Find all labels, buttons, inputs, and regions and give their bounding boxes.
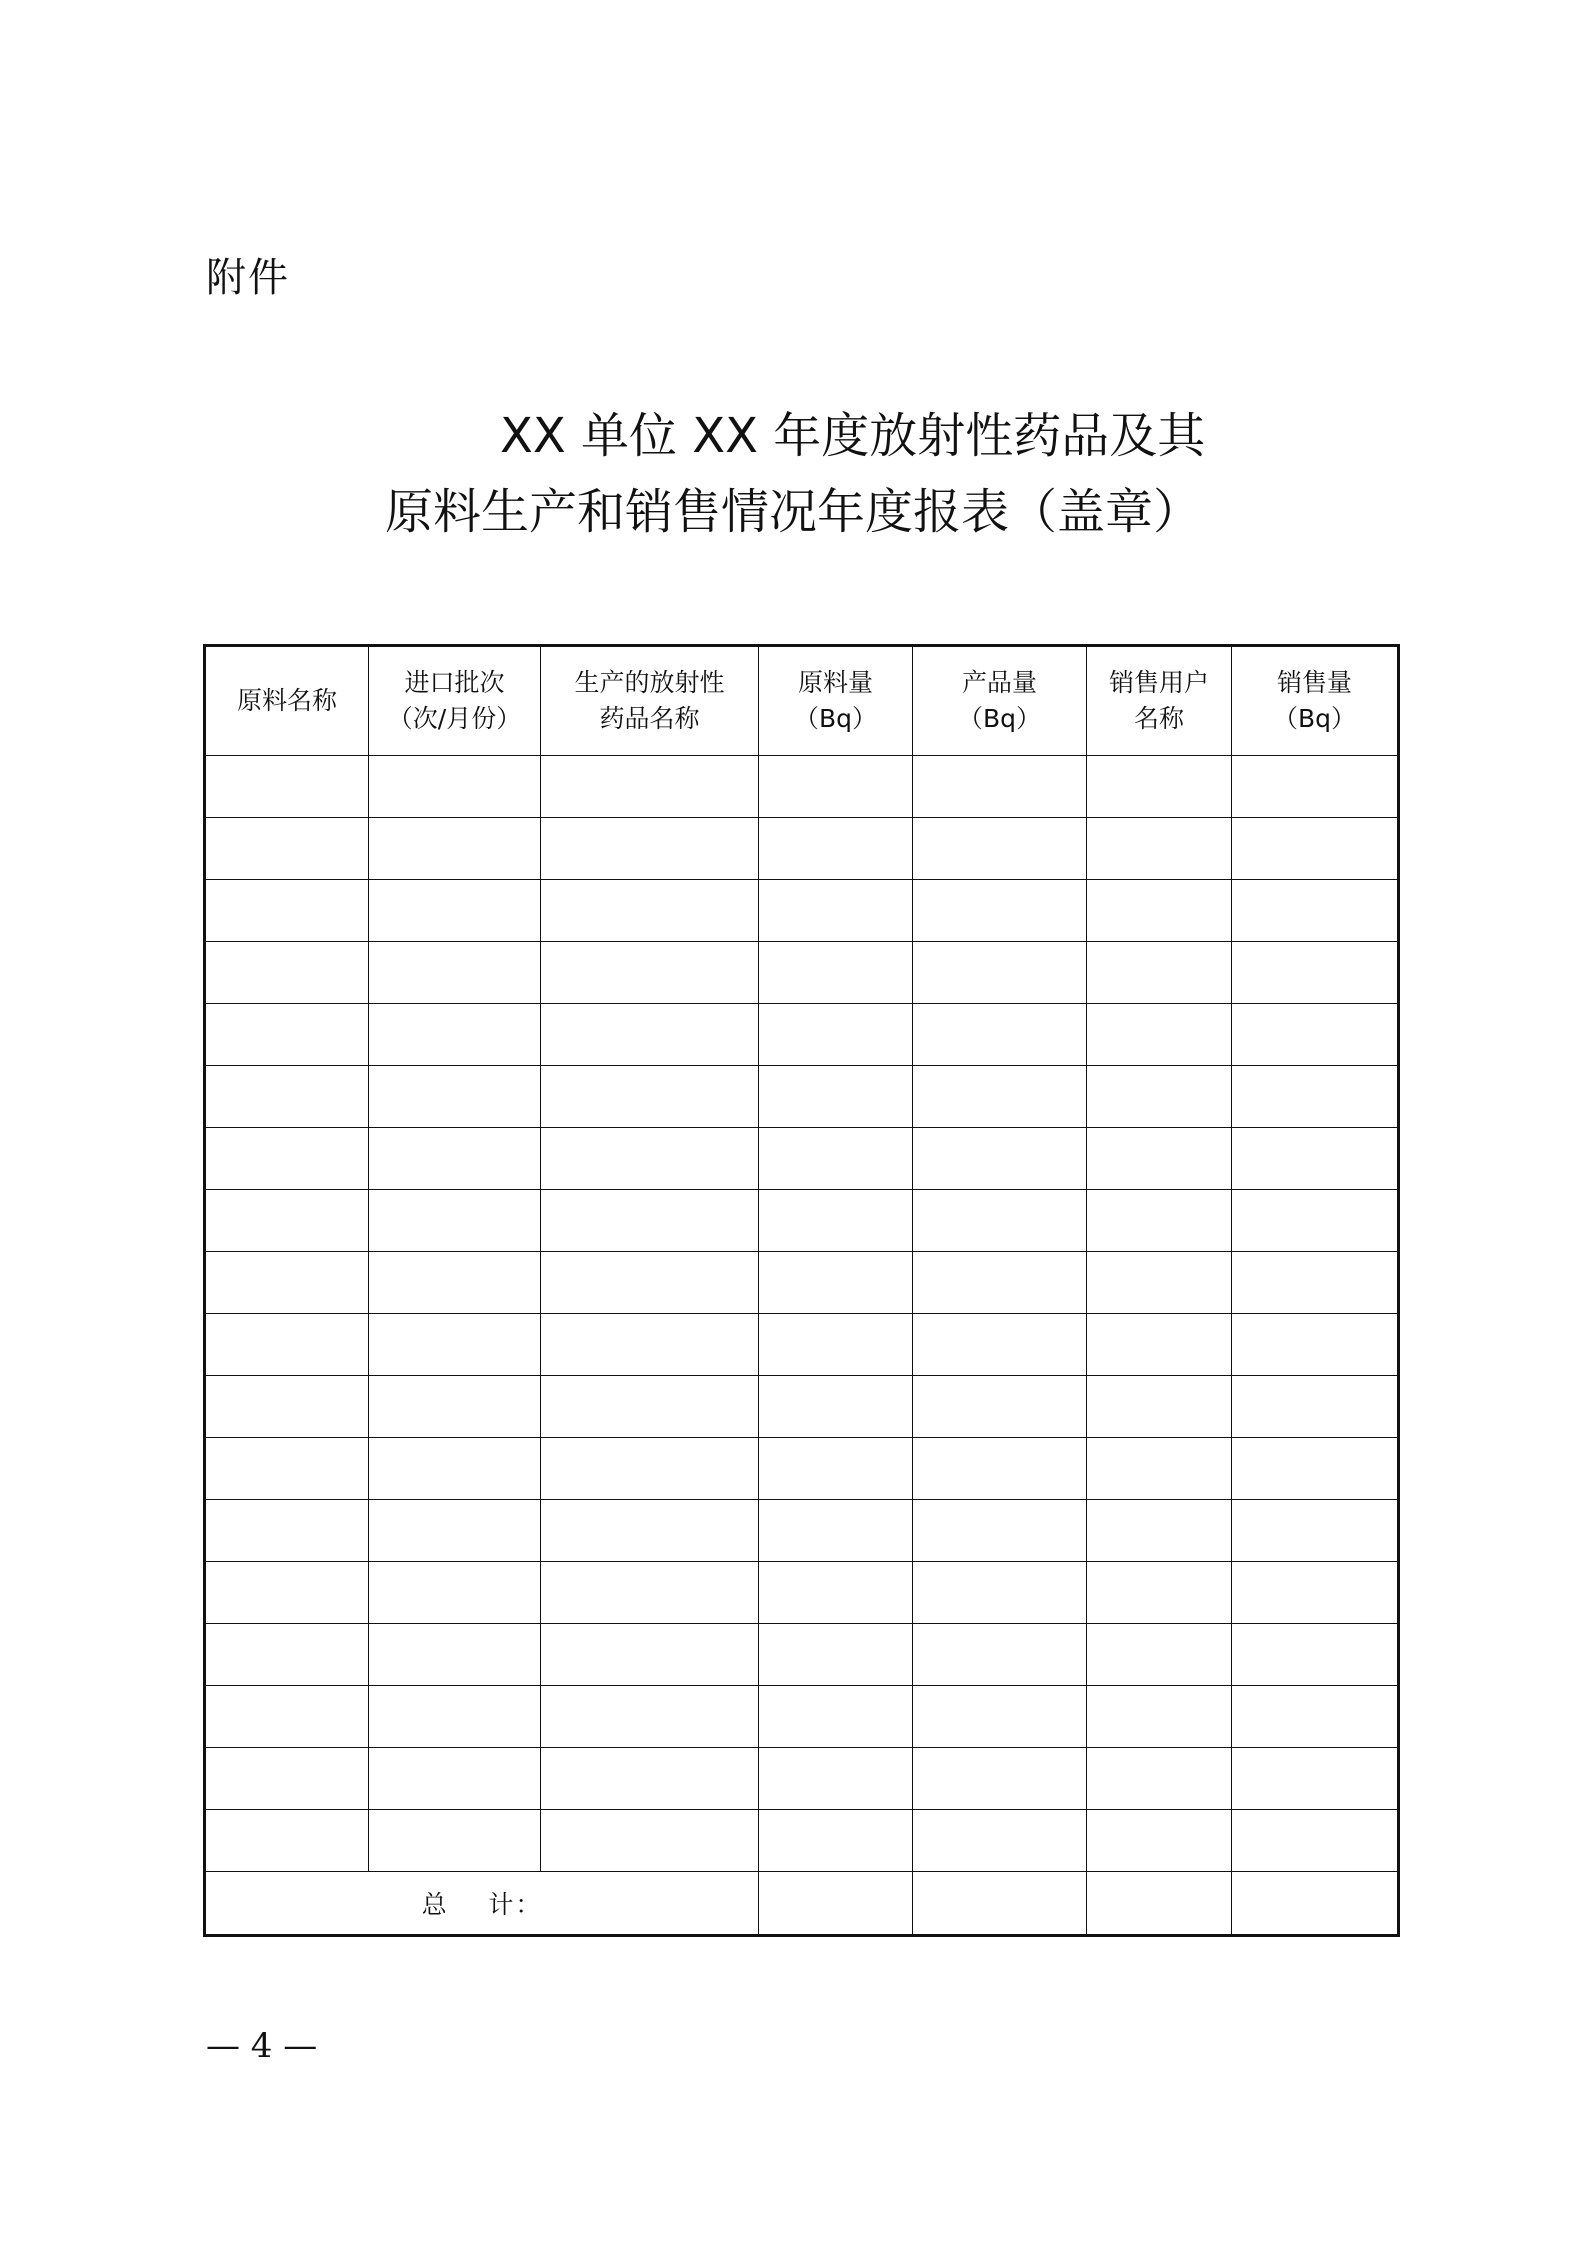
material-quantity-cell[interactable]: [759, 1190, 913, 1252]
sales-quantity-cell[interactable]: [1232, 1314, 1399, 1376]
table-row: [205, 1500, 1399, 1562]
product-quantity-cell[interactable]: [913, 756, 1087, 818]
sales-customer-name-cell[interactable]: [1087, 1066, 1232, 1128]
material-quantity-cell[interactable]: [759, 1314, 913, 1376]
sales-quantity-cell[interactable]: [1232, 756, 1399, 818]
sales-quantity-cell[interactable]: [1232, 1190, 1399, 1252]
header-sales-customer-name: [1087, 646, 1232, 756]
page-number: — 4 —: [206, 2026, 318, 2066]
produced-drug-name-cell[interactable]: [541, 880, 759, 942]
import-batch-cell[interactable]: [369, 1686, 541, 1748]
import-batch-cell[interactable]: [369, 1562, 541, 1624]
sales-quantity-cell[interactable]: [1232, 880, 1399, 942]
material-name-cell[interactable]: [205, 1128, 369, 1190]
material-name-cell[interactable]: [205, 1376, 369, 1438]
material-name-cell[interactable]: [205, 1748, 369, 1810]
sales-customer-name-cell[interactable]: [1087, 1624, 1232, 1686]
sales-customer-name-cell[interactable]: [1087, 1562, 1232, 1624]
material-quantity-cell[interactable]: [759, 1252, 913, 1314]
product-quantity-cell[interactable]: [913, 1004, 1087, 1066]
material-quantity-cell[interactable]: [759, 942, 913, 1004]
produced-drug-name-cell[interactable]: [541, 1810, 759, 1872]
header-sales-quantity: [1232, 646, 1399, 756]
material-name-cell[interactable]: [205, 880, 369, 942]
sales-quantity-cell[interactable]: [1232, 1810, 1399, 1872]
produced-drug-name-cell[interactable]: [541, 1190, 759, 1252]
import-batch-cell[interactable]: [369, 1376, 541, 1438]
table-row: [205, 818, 1399, 880]
sales-quantity-cell[interactable]: [1232, 1624, 1399, 1686]
product-quantity-cell[interactable]: [913, 1376, 1087, 1438]
sales-customer-name-cell[interactable]: [1087, 1252, 1232, 1314]
material-quantity-cell[interactable]: [759, 1810, 913, 1872]
attachment-label: 附件: [206, 255, 290, 301]
sales-quantity-cell[interactable]: [1232, 942, 1399, 1004]
sales-customer-name-cell[interactable]: [1087, 1314, 1232, 1376]
header-product-quantity-line1: 产品量: [961, 668, 1037, 697]
import-batch-cell[interactable]: [369, 942, 541, 1004]
product-quantity-cell[interactable]: [913, 1748, 1087, 1810]
product-quantity-cell[interactable]: [913, 880, 1087, 942]
material-name-cell[interactable]: [205, 818, 369, 880]
sales-customer-name-cell[interactable]: [1087, 1376, 1232, 1438]
table-row: [205, 1252, 1399, 1314]
product-quantity-cell[interactable]: [913, 1810, 1087, 1872]
produced-drug-name-cell[interactable]: [541, 1500, 759, 1562]
sales-quantity-cell[interactable]: [1232, 1438, 1399, 1500]
import-batch-cell[interactable]: [369, 1314, 541, 1376]
table-row: [205, 1376, 1399, 1438]
sales-customer-name-cell[interactable]: [1087, 1438, 1232, 1500]
table-row: [205, 1066, 1399, 1128]
sales-quantity-cell[interactable]: [1232, 1128, 1399, 1190]
header-produced-drug-name: [541, 646, 759, 756]
header-import-batch-line1: 进口批次: [404, 668, 505, 697]
header-produced-drug-name-line2: 药品名称: [599, 704, 700, 733]
sales-customer-name-cell[interactable]: [1087, 1748, 1232, 1810]
table-body: [205, 756, 1399, 1936]
total-label: 总 计：: [421, 1890, 543, 1919]
sales-customer-name-cell[interactable]: [1087, 1128, 1232, 1190]
sales-customer-name-cell[interactable]: [1087, 942, 1232, 1004]
sales-customer-name-cell[interactable]: [1087, 1500, 1232, 1562]
sales-quantity-cell[interactable]: [1232, 1066, 1399, 1128]
product-quantity-cell[interactable]: [913, 1128, 1087, 1190]
header-material-name-line1: 原料名称: [236, 686, 337, 715]
material-name-cell[interactable]: [205, 1314, 369, 1376]
header-import-batch-line2: （次/月份）: [387, 704, 522, 733]
material-name-cell[interactable]: [205, 756, 369, 818]
header-material-quantity-line2: （Bq）: [793, 704, 878, 733]
header-product-quantity-line2: （Bq）: [957, 704, 1042, 733]
material-name-cell[interactable]: [205, 1624, 369, 1686]
table-row: [205, 942, 1399, 1004]
table-row: [205, 1562, 1399, 1624]
material-name-cell[interactable]: [205, 1004, 369, 1066]
import-batch-cell[interactable]: [369, 1004, 541, 1066]
material-quantity-cell[interactable]: [759, 880, 913, 942]
report-title-line-1: XX 单位 XX 年度放射性药品及其: [500, 408, 1206, 464]
table-row: [205, 1810, 1399, 1872]
product-quantity-cell[interactable]: [913, 818, 1087, 880]
import-batch-cell[interactable]: [369, 818, 541, 880]
sales-quantity-cell[interactable]: [1232, 1376, 1399, 1438]
header-sales-quantity-line2: （Bq）: [1272, 704, 1357, 733]
product-quantity-cell[interactable]: [913, 1066, 1087, 1128]
material-quantity-cell[interactable]: [759, 1004, 913, 1066]
import-batch-cell[interactable]: [369, 880, 541, 942]
header-sales-quantity-line1: 销售量: [1276, 668, 1352, 697]
produced-drug-name-cell[interactable]: [541, 1004, 759, 1066]
produced-drug-name-cell[interactable]: [541, 1252, 759, 1314]
material-name-cell[interactable]: [205, 1686, 369, 1748]
product-quantity-cell[interactable]: [913, 1190, 1087, 1252]
sales-quantity-cell[interactable]: [1232, 1748, 1399, 1810]
material-quantity-cell[interactable]: [759, 1128, 913, 1190]
produced-drug-name-cell[interactable]: [541, 942, 759, 1004]
sales-customer-name-cell[interactable]: [1087, 756, 1232, 818]
header-material-quantity: [759, 646, 913, 756]
material-name-cell[interactable]: [205, 1810, 369, 1872]
table-header-row: [205, 646, 1399, 756]
produced-drug-name-cell[interactable]: [541, 1376, 759, 1438]
header-material-quantity-line1: 原料量: [797, 668, 873, 697]
report-table: [203, 644, 1400, 1937]
produced-drug-name-cell[interactable]: [541, 1624, 759, 1686]
product-quantity-cell[interactable]: [913, 1686, 1087, 1748]
table-row: [205, 1748, 1399, 1810]
header-product-quantity: [913, 646, 1087, 756]
produced-drug-name-cell[interactable]: [541, 1562, 759, 1624]
sales-quantity-cell[interactable]: [1232, 1500, 1399, 1562]
sales-customer-name-cell[interactable]: [1087, 880, 1232, 942]
report-title-line-2: 原料生产和销售情况年度报表（盖章）: [385, 484, 1202, 540]
sales-customer-name-cell[interactable]: [1087, 1004, 1232, 1066]
total-product-quantity-cell[interactable]: [913, 1872, 1087, 1936]
table-row: [205, 880, 1399, 942]
material-name-cell[interactable]: [205, 1562, 369, 1624]
produced-drug-name-cell[interactable]: [541, 818, 759, 880]
material-quantity-cell[interactable]: [759, 1748, 913, 1810]
material-quantity-cell[interactable]: [759, 1500, 913, 1562]
material-quantity-cell[interactable]: [759, 818, 913, 880]
material-name-cell[interactable]: [205, 1066, 369, 1128]
produced-drug-name-cell[interactable]: [541, 1066, 759, 1128]
product-quantity-cell[interactable]: [913, 1500, 1087, 1562]
total-sales-quantity-cell[interactable]: [1232, 1872, 1399, 1936]
product-quantity-cell[interactable]: [913, 1562, 1087, 1624]
header-import-batch: [369, 646, 541, 756]
material-quantity-cell[interactable]: [759, 1066, 913, 1128]
produced-drug-name-cell[interactable]: [541, 1438, 759, 1500]
material-quantity-cell[interactable]: [759, 1438, 913, 1500]
material-name-cell[interactable]: [205, 1500, 369, 1562]
import-batch-cell[interactable]: [369, 1810, 541, 1872]
import-batch-cell[interactable]: [369, 1252, 541, 1314]
sales-quantity-cell[interactable]: [1232, 818, 1399, 880]
total-sales-customer-cell[interactable]: [1087, 1872, 1232, 1936]
product-quantity-cell[interactable]: [913, 942, 1087, 1004]
table-row: [205, 1438, 1399, 1500]
table-row: [205, 1314, 1399, 1376]
product-quantity-cell[interactable]: [913, 1438, 1087, 1500]
import-batch-cell[interactable]: [369, 1066, 541, 1128]
material-quantity-cell[interactable]: [759, 1376, 913, 1438]
total-label-cell: [205, 1872, 759, 1936]
product-quantity-cell[interactable]: [913, 1252, 1087, 1314]
sales-customer-name-cell[interactable]: [1087, 818, 1232, 880]
table-row: [205, 1190, 1399, 1252]
total-material-quantity-cell[interactable]: [759, 1872, 913, 1936]
material-name-cell[interactable]: [205, 1190, 369, 1252]
material-quantity-cell[interactable]: [759, 1624, 913, 1686]
header-material-name: [205, 646, 369, 756]
material-quantity-cell[interactable]: [759, 1562, 913, 1624]
table-row: [205, 1686, 1399, 1748]
table-row: [205, 756, 1399, 818]
sales-customer-name-cell[interactable]: [1087, 1686, 1232, 1748]
header-sales-customer-name-line1: 销售用户: [1108, 668, 1209, 697]
header-sales-customer-name-line2: 名称: [1133, 704, 1184, 733]
sales-customer-name-cell[interactable]: [1087, 1810, 1232, 1872]
import-batch-cell[interactable]: [369, 1748, 541, 1810]
import-batch-cell[interactable]: [369, 1190, 541, 1252]
header-produced-drug-name-line1: 生产的放射性: [574, 668, 725, 697]
sales-quantity-cell[interactable]: [1232, 1004, 1399, 1066]
table-row: [205, 1624, 1399, 1686]
material-name-cell[interactable]: [205, 1438, 369, 1500]
material-quantity-cell[interactable]: [759, 756, 913, 818]
import-batch-cell[interactable]: [369, 1624, 541, 1686]
produced-drug-name-cell[interactable]: [541, 1314, 759, 1376]
table-row: [205, 1128, 1399, 1190]
sales-quantity-cell[interactable]: [1232, 1562, 1399, 1624]
sales-quantity-cell[interactable]: [1232, 1686, 1399, 1748]
material-quantity-cell[interactable]: [759, 1686, 913, 1748]
import-batch-cell[interactable]: [369, 1128, 541, 1190]
produced-drug-name-cell[interactable]: [541, 1128, 759, 1190]
product-quantity-cell[interactable]: [913, 1314, 1087, 1376]
total-row: [205, 1872, 1399, 1936]
material-name-cell[interactable]: [205, 1252, 369, 1314]
import-batch-cell[interactable]: [369, 756, 541, 818]
table-row: [205, 1004, 1399, 1066]
material-name-cell[interactable]: [205, 942, 369, 1004]
produced-drug-name-cell[interactable]: [541, 756, 759, 818]
produced-drug-name-cell[interactable]: [541, 1748, 759, 1810]
sales-customer-name-cell[interactable]: [1087, 1190, 1232, 1252]
product-quantity-cell[interactable]: [913, 1624, 1087, 1686]
sales-quantity-cell[interactable]: [1232, 1252, 1399, 1314]
import-batch-cell[interactable]: [369, 1438, 541, 1500]
import-batch-cell[interactable]: [369, 1500, 541, 1562]
produced-drug-name-cell[interactable]: [541, 1686, 759, 1748]
